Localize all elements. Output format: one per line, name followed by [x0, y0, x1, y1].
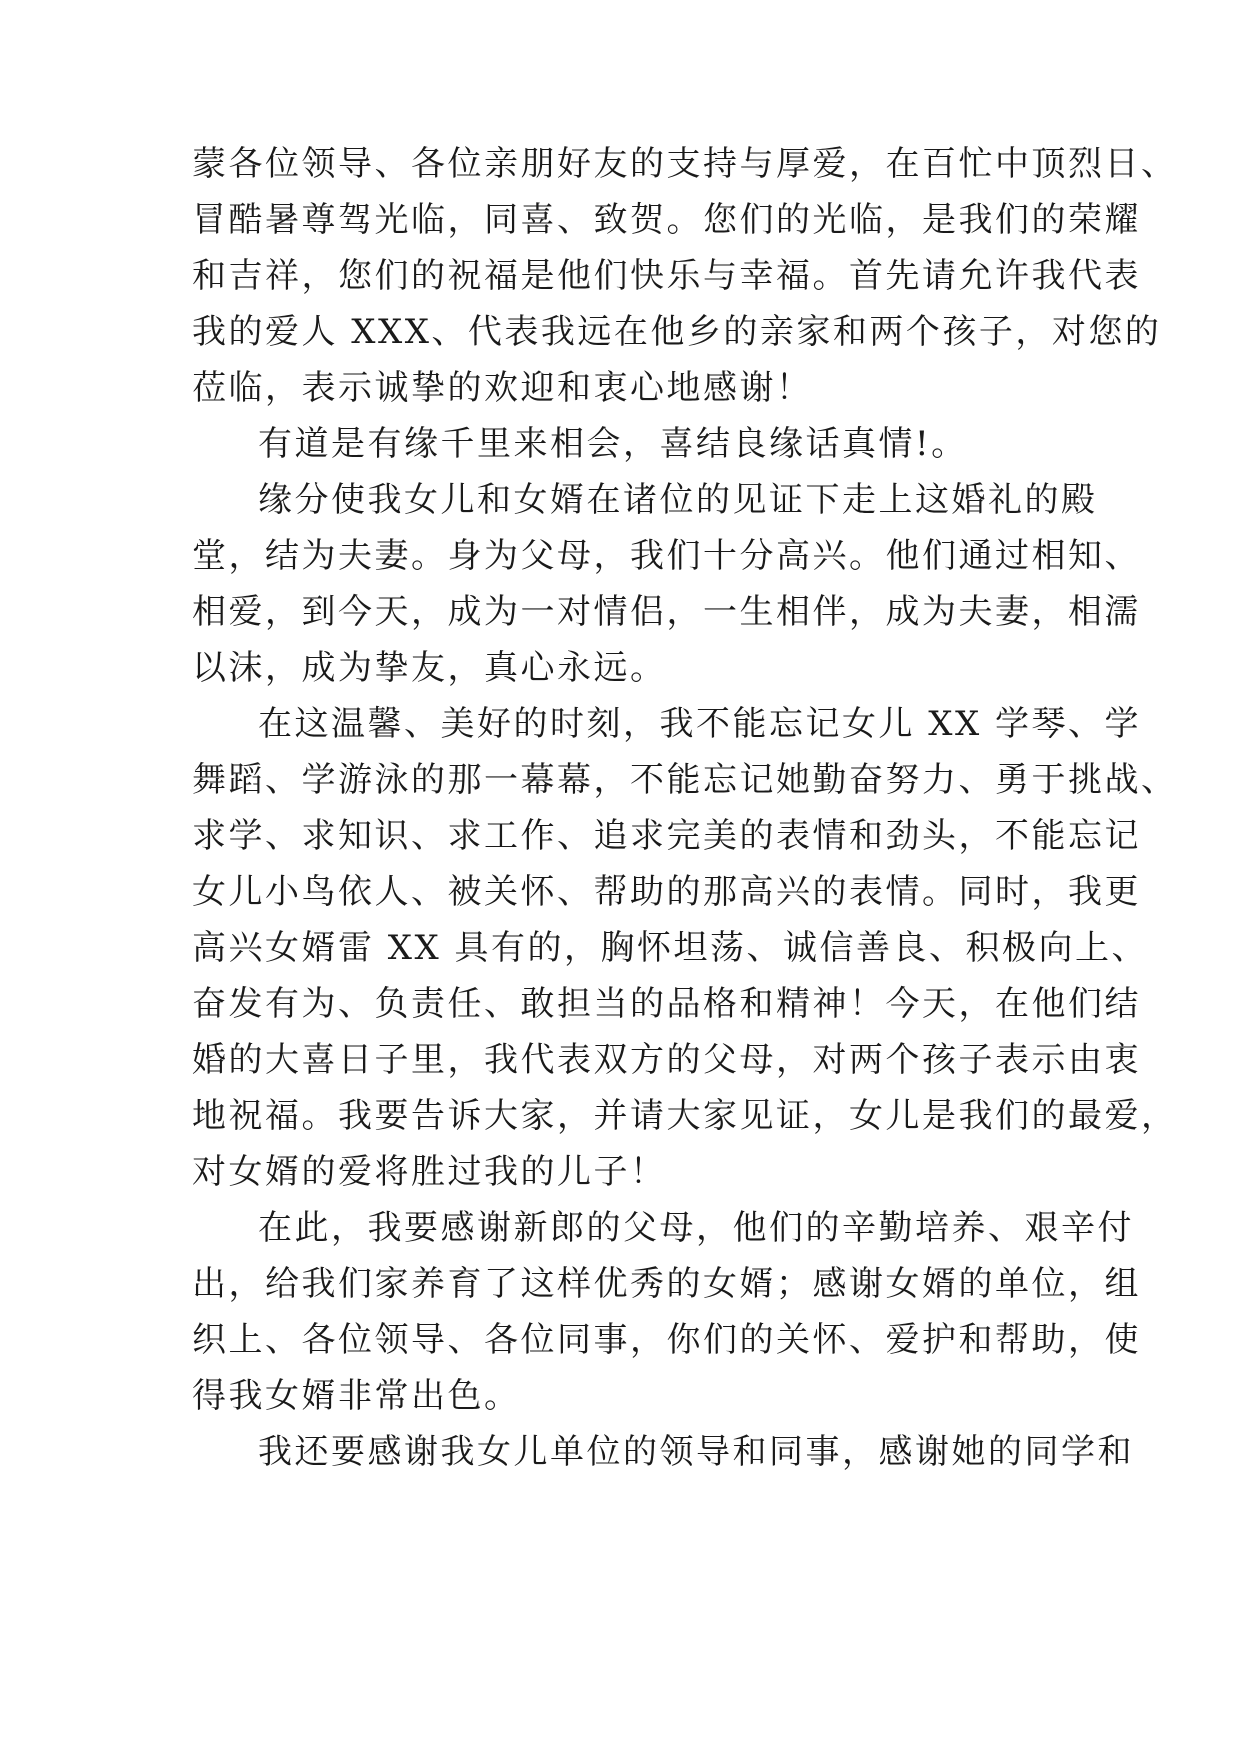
text-line: 婚的大喜日子里，我代表双方的父母，对两个孩子表示由衷: [192, 1040, 1141, 1080]
paragraph-first-line: 缘分使我女儿和女婿在诸位的见证下走上这婚礼的殿: [258, 480, 1098, 520]
text-line: 和吉祥，您们的祝福是他们快乐与幸福。首先请允许我代表: [192, 256, 1141, 296]
text-line: 求学、求知识、求工作、追求完美的表情和劲头，不能忘记: [192, 816, 1141, 856]
text-line: 女儿小鸟依人、被关怀、帮助的那高兴的表情。同时，我更: [192, 872, 1141, 912]
text-line: 奋发有为、负责任、敢担当的品格和精神！今天，在他们结: [192, 984, 1141, 1024]
paragraph-first-line: 在这温馨、美好的时刻，我不能忘记女儿 XX 学琴、学: [258, 704, 1142, 744]
text-line: 出，给我们家养育了这样优秀的女婿；感谢女婿的单位，组: [192, 1264, 1141, 1304]
paragraph-first-line: 有道是有缘千里来相会，喜结良缘话真情!。: [258, 424, 968, 464]
text-line: 我的爱人 XXX、代表我远在他乡的亲家和两个孩子，对您的: [192, 312, 1162, 352]
text-line: 对女婿的爱将胜过我的儿子！: [192, 1152, 667, 1192]
text-line: 舞蹈、学游泳的那一幕幕，不能忘记她勤奋努力、勇于挑战、: [192, 760, 1178, 800]
text-line: 堂，结为夫妻。身为父母，我们十分高兴。他们通过相知、: [192, 536, 1141, 576]
text-line: 织上、各位领导、各位同事，你们的关怀、爱护和帮助，使: [192, 1320, 1141, 1360]
text-line: 高兴女婿雷 XX 具有的，胸怀坦荡、诚信善良、积极向上、: [192, 928, 1149, 968]
text-line: 以沫，成为挚友，真心永远。: [192, 648, 667, 688]
text-line: 相爱，到今天，成为一对情侣，一生相伴，成为夫妻，相濡: [192, 592, 1141, 632]
text-line: 得我女婿非常出色。: [192, 1376, 521, 1416]
text-line: 地祝福。我要告诉大家，并请大家见证，女儿是我们的最爱，: [192, 1096, 1178, 1136]
text-line: 冒酷暑尊驾光临，同喜、致贺。您们的光临，是我们的荣耀: [192, 200, 1141, 240]
text-line: 莅临，表示诚挚的欢迎和衷心地感谢！: [192, 368, 813, 408]
paragraph-first-line: 我还要感谢我女儿单位的领导和同事，感谢她的同学和: [258, 1432, 1134, 1472]
paragraph-first-line: 在此，我要感谢新郎的父母，他们的辛勤培养、艰辛付: [258, 1208, 1134, 1248]
text-line: 蒙各位领导、各位亲朋好友的支持与厚爱，在百忙中顶烈日、: [192, 144, 1178, 184]
